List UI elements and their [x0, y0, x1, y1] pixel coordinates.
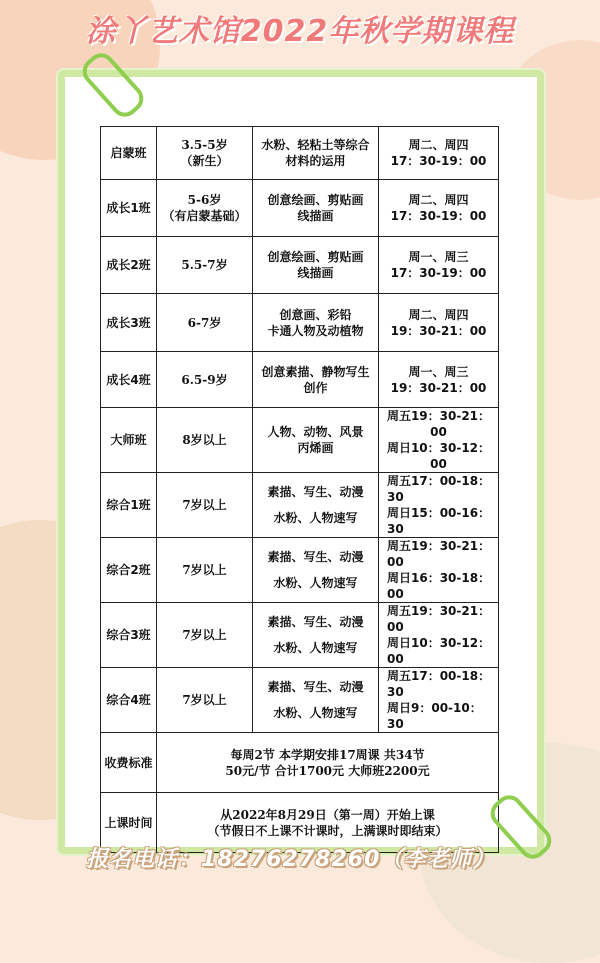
table-row: [101, 408, 499, 473]
content-cell: 素描、写生、动漫 水粉、人物速写: [253, 603, 379, 668]
time-cell: 周一、周三 17：30-19：00: [379, 237, 499, 294]
content-cell: 创意绘画、剪贴画 线描画: [253, 237, 379, 294]
time-cell: 周五19：30-21：00 周日10：30-12：00: [379, 408, 499, 473]
time-cell: 周五17：00-18：30 周日15：00-16：30: [379, 473, 499, 538]
table-row: [101, 127, 499, 180]
schedule-details: 从2022年8月29日（第一周）开始上课 （节假日不上课不计课时，上满课时即结束）: [157, 793, 499, 853]
contact-phone: 报名电话：18276278260（李老师）: [86, 847, 496, 872]
table-row: [101, 733, 499, 793]
table-row: [101, 668, 499, 733]
content-cell: 素描、写生、动漫 水粉、人物速写: [253, 668, 379, 733]
table-row: [101, 473, 499, 538]
age-cell: 6-7岁: [157, 294, 253, 352]
time-cell: 周二、周四 17：30-19：00: [379, 127, 499, 180]
class-name: 成长2班: [101, 237, 157, 294]
table-row: [101, 237, 499, 294]
time-cell: 周五19：30-21：00 周日10：30-12：00: [379, 603, 499, 668]
page-title: 涂丫艺术馆2022年秋学期课程: [85, 14, 515, 49]
time-cell: 周五17：00-18：30 周日9：00-10：30: [379, 668, 499, 733]
table-row: [101, 294, 499, 352]
age-cell: 7岁以上: [157, 473, 253, 538]
age-cell: 7岁以上: [157, 603, 253, 668]
table-row: [101, 352, 499, 408]
class-name: 综合2班: [101, 538, 157, 603]
age-cell: 5-6岁 （有启蒙基础）: [157, 180, 253, 237]
fee-label: 收费标准: [101, 733, 157, 793]
content-cell: 创意绘画、剪贴画 线描画: [253, 180, 379, 237]
time-cell: 周一、周三 19：30-21：00: [379, 352, 499, 408]
age-cell: 8岁以上: [157, 408, 253, 473]
age-cell: 7岁以上: [157, 538, 253, 603]
class-name: 成长3班: [101, 294, 157, 352]
time-cell: 周五19：30-21：00 周日16：30-18：00: [379, 538, 499, 603]
class-name: 综合3班: [101, 603, 157, 668]
content-cell: 创意画、彩铅 卡通人物及动植物: [253, 294, 379, 352]
class-name: 成长4班: [101, 352, 157, 408]
content-cell: 素描、写生、动漫 水粉、人物速写: [253, 473, 379, 538]
time-cell: 周二、周四 19：30-21：00: [379, 294, 499, 352]
content-cell: 创意素描、静物写生 创作: [253, 352, 379, 408]
class-name: 启蒙班: [101, 127, 157, 180]
table-row: [101, 180, 499, 237]
age-cell: 3.5-5岁 （新生）: [157, 127, 253, 180]
class-name: 大师班: [101, 408, 157, 473]
content-cell: 水粉、轻粘土等综合 材料的运用: [253, 127, 379, 180]
class-name: 综合4班: [101, 668, 157, 733]
schedule-label: 上课时间: [101, 793, 157, 853]
class-name: 综合1班: [101, 473, 157, 538]
content-cell: 素描、写生、动漫 水粉、人物速写: [253, 538, 379, 603]
content-cell: 人物、动物、风景 丙烯画: [253, 408, 379, 473]
age-cell: 7岁以上: [157, 668, 253, 733]
fee-details: 每周2节 本学期安排17周课 共34节 50元/节 合计1700元 大师班2200元: [157, 733, 499, 793]
time-cell: 周二、周四 17：30-19：00: [379, 180, 499, 237]
age-cell: 6.5-9岁: [157, 352, 253, 408]
table-row: [101, 538, 499, 603]
table-row: [101, 603, 499, 668]
class-name: 成长1班: [101, 180, 157, 237]
course-table: [100, 126, 499, 853]
age-cell: 5.5-7岁: [157, 237, 253, 294]
